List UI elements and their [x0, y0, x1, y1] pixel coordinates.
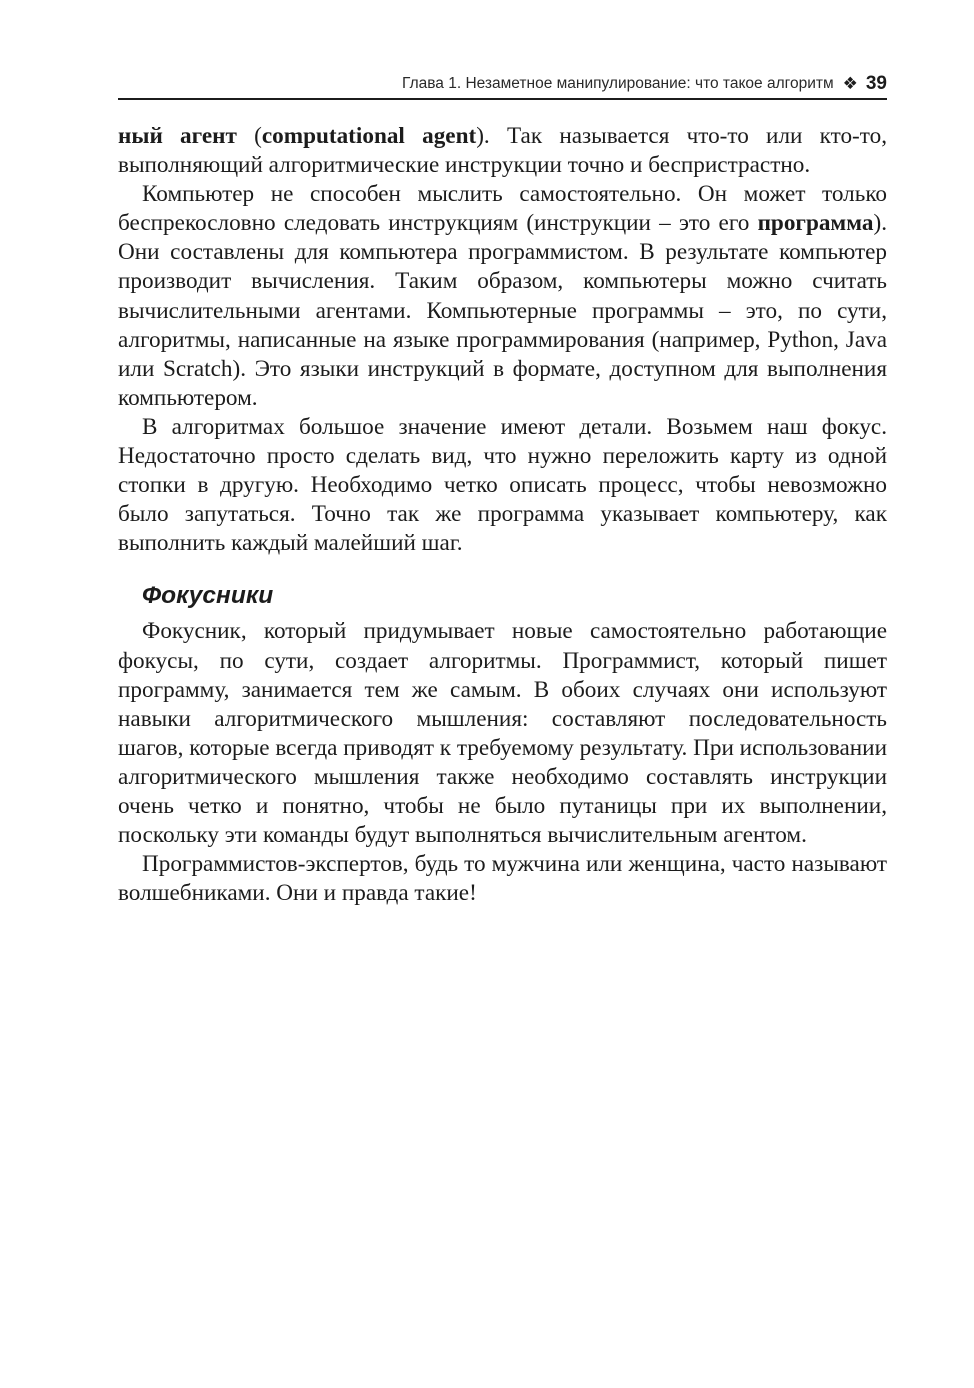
paragraph: Фокусник, который придумывает новые самостоятельно работающие фокусы, по сути, создает алгоритмы. Программист, который пишет программу, занимается тем же самым. В обоих случаях они используют навыки алгоритмического мышления: составляют последовательность шагов, которые всегда приводят к требуемому результату. При использовании алгоритмического мышления также необходимо составлять инструкции очень четко и понятно, чтобы не было путаницы при их выполнении, поскольку эти команды будут выполняться вычислительным агентом. [118, 618, 887, 849]
paragraph-text: Компьютер не способен мыслить самостоятельно. Он может только беспрекословно следовать инструкциям (инструкции – это его [118, 181, 887, 237]
page-number: 39 [865, 73, 887, 94]
paragraph-text: ( [236, 123, 262, 149]
page-body [118, 122, 887, 908]
section-heading: Фокусники [142, 582, 274, 610]
chapter-title: Глава 1. Незаметное манипулирование: что такое алгоритм [402, 75, 834, 92]
running-head [118, 70, 887, 100]
term-bold: ный агент [118, 123, 237, 149]
term-bold: программа [757, 210, 874, 237]
ornament-icon: ❖ [842, 74, 858, 93]
paragraph: В алгоритмах большое значение имеют детали. Возьмем наш фокус. Недостаточно просто сделать вид, что нужно переложить карту из одной стопки в другую. Необходимо четко описать процесс, чтобы невозможно было запутаться. Точно так же программа указывает компьютеру, как выполнить каждый малейший шаг. [118, 413, 887, 557]
paragraph [118, 180, 887, 413]
paragraph [118, 122, 887, 180]
paragraph-text: ). Так называется что-то или кто-то, выполняющий алгоритмические инструкции точно и беспристрастно. [118, 123, 887, 179]
paragraph: Программистов-экспертов, будь то мужчина или женщина, часто называют волшебниками. Они и правда такие! [118, 851, 887, 907]
term-en-bold: computational agent [261, 123, 477, 149]
paragraph-text: ). Они составлены для компьютера программистом. В результате компьютер производит вычисления. Таким образом, компьютеры можно считать вычислительными агентами. Компьютерные программы – это, по сути, алгоритмы, написанные на языке программирования (например, Python, Java или Scratch). Это языки инструкций в формате, доступном для выполнения компьютером. [118, 210, 887, 411]
